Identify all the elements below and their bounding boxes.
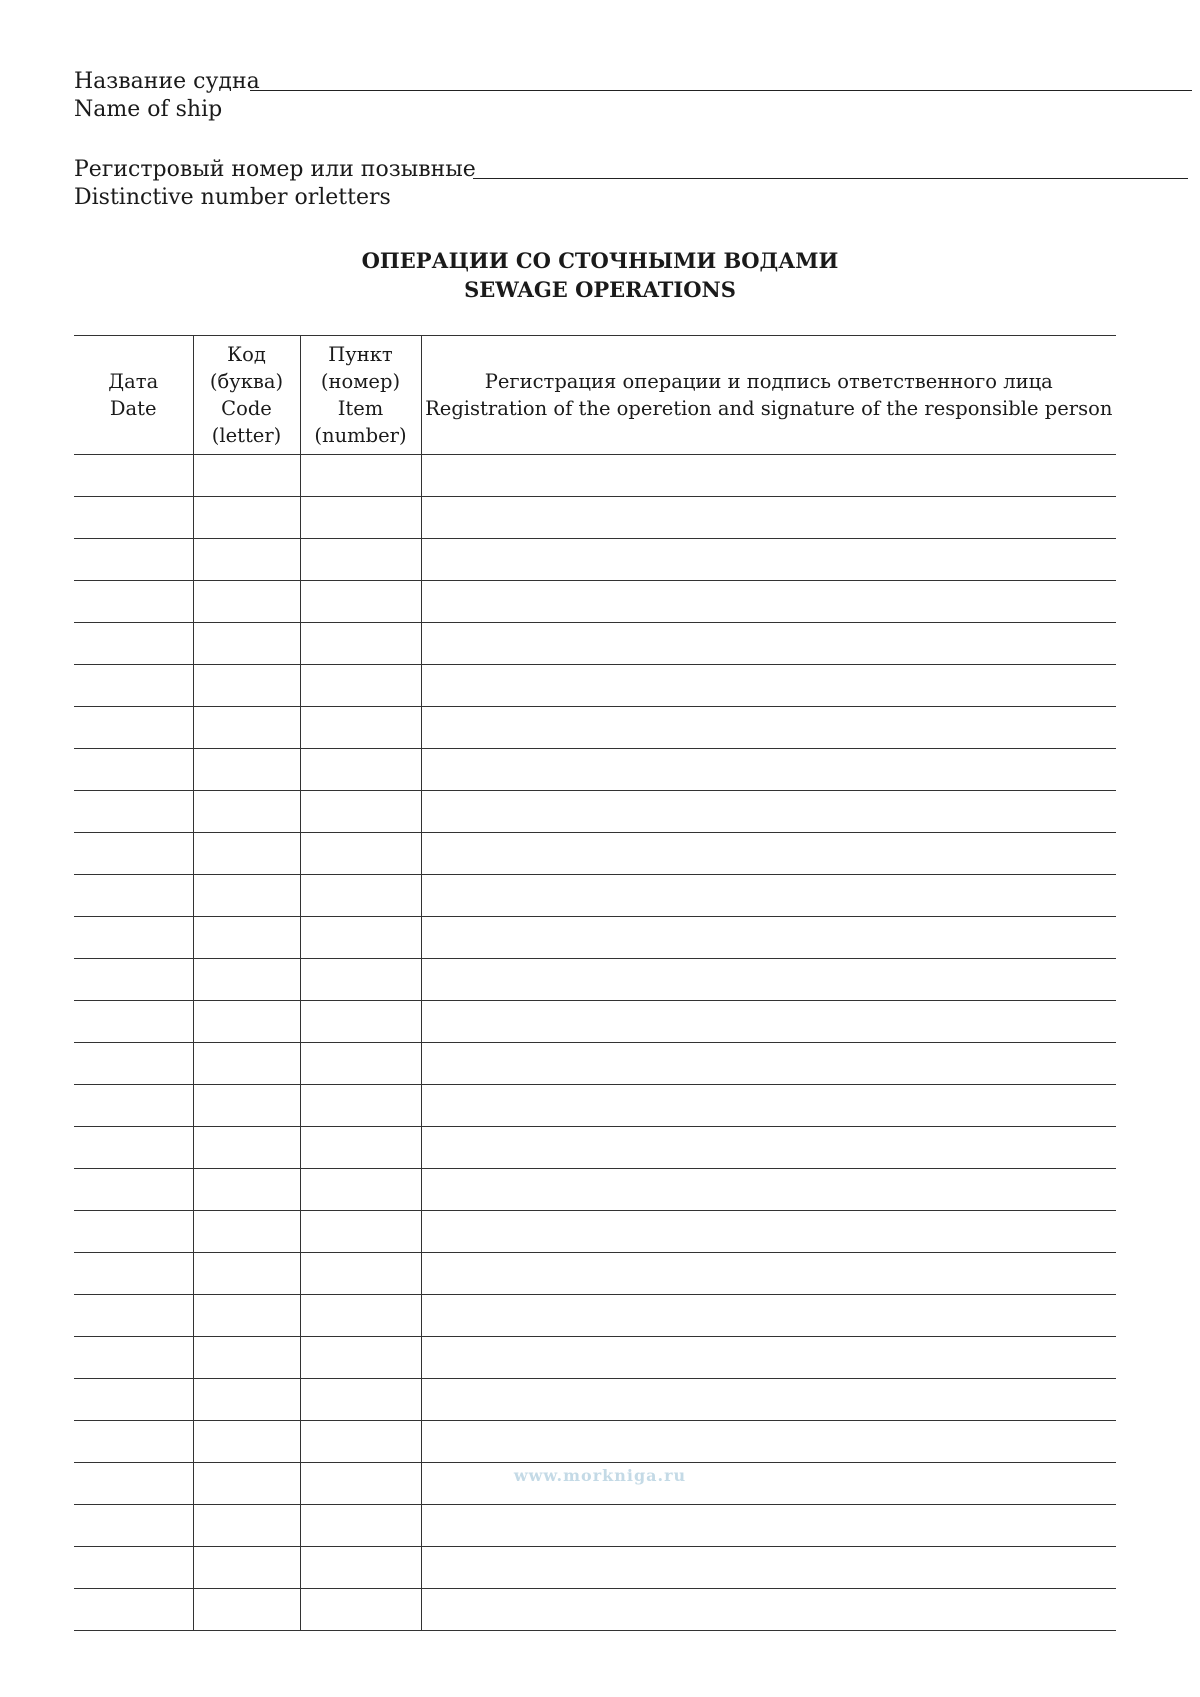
date-cell[interactable] <box>74 1505 193 1547</box>
registration-cell[interactable] <box>421 1211 1116 1253</box>
item-cell[interactable] <box>300 1169 421 1211</box>
code-cell[interactable] <box>193 1085 300 1127</box>
table-row <box>74 1547 1116 1589</box>
date-cell[interactable] <box>74 1547 193 1589</box>
item-cell[interactable] <box>300 1253 421 1295</box>
registration-cell[interactable] <box>421 1547 1116 1589</box>
code-cell[interactable] <box>193 1337 300 1379</box>
date-cell[interactable] <box>74 665 193 707</box>
registration-cell[interactable] <box>421 1169 1116 1211</box>
registration-cell[interactable] <box>421 791 1116 833</box>
item-cell[interactable] <box>300 959 421 1001</box>
code-cell[interactable] <box>193 1001 300 1043</box>
code-cell[interactable] <box>193 497 300 539</box>
table-row <box>74 1505 1116 1547</box>
registration-cell[interactable] <box>421 1295 1116 1337</box>
ship-name-label-en: Name of ship <box>74 97 223 122</box>
column-header-registration: Регистрация операции и подпись ответственного лица Registration of the operetion and signature of the responsible person <box>421 336 1116 455</box>
code-cell[interactable] <box>193 791 300 833</box>
table-row <box>74 749 1116 791</box>
item-cell[interactable] <box>300 1211 421 1253</box>
date-cell[interactable] <box>74 1169 193 1211</box>
code-cell[interactable] <box>193 455 300 497</box>
table-row <box>74 581 1116 623</box>
table-row <box>74 497 1116 539</box>
item-cell[interactable] <box>300 455 421 497</box>
table-row <box>74 791 1116 833</box>
date-cell[interactable] <box>74 497 193 539</box>
item-cell[interactable] <box>300 1127 421 1169</box>
code-cell[interactable] <box>193 539 300 581</box>
registration-cell[interactable] <box>421 1379 1116 1421</box>
item-cell[interactable] <box>300 1001 421 1043</box>
date-cell[interactable] <box>74 1379 193 1421</box>
date-cell[interactable] <box>74 1085 193 1127</box>
table-row <box>74 1085 1116 1127</box>
table-row <box>74 875 1116 917</box>
item-cell[interactable] <box>300 833 421 875</box>
distinctive-number-label-ru: Регистровый номер или позывные <box>74 157 476 182</box>
code-cell[interactable] <box>193 1169 300 1211</box>
code-cell[interactable] <box>193 1211 300 1253</box>
code-cell[interactable] <box>193 1505 300 1547</box>
date-cell[interactable] <box>74 623 193 665</box>
item-cell[interactable] <box>300 1379 421 1421</box>
registration-cell[interactable] <box>421 1421 1116 1463</box>
date-cell[interactable] <box>74 539 193 581</box>
table-row <box>74 455 1116 497</box>
registration-cell[interactable] <box>421 1001 1116 1043</box>
item-cell[interactable] <box>300 1589 421 1631</box>
distinctive-number-input-line[interactable] <box>473 178 1188 179</box>
table-row <box>74 1043 1116 1085</box>
table-row <box>74 1253 1116 1295</box>
ship-name-field <box>74 68 260 124</box>
date-cell[interactable] <box>74 1043 193 1085</box>
registration-cell[interactable] <box>421 665 1116 707</box>
table-row <box>74 1589 1116 1631</box>
table-row <box>74 1295 1116 1337</box>
item-cell[interactable] <box>300 623 421 665</box>
item-cell[interactable] <box>300 1043 421 1085</box>
code-cell[interactable] <box>193 581 300 623</box>
date-cell[interactable] <box>74 581 193 623</box>
registration-cell[interactable] <box>421 539 1116 581</box>
registration-cell[interactable] <box>421 1505 1116 1547</box>
distinctive-number-field <box>74 156 476 212</box>
code-cell[interactable] <box>193 917 300 959</box>
code-cell[interactable] <box>193 1043 300 1085</box>
registration-cell[interactable] <box>421 581 1116 623</box>
date-cell[interactable] <box>74 1253 193 1295</box>
item-cell[interactable] <box>300 1505 421 1547</box>
code-cell[interactable] <box>193 1589 300 1631</box>
date-cell[interactable] <box>74 959 193 1001</box>
table-body <box>74 455 1116 1631</box>
page-title-ru: ОПЕРАЦИИ СО СТОЧНЫМИ ВОДАМИ <box>361 248 839 273</box>
date-cell[interactable] <box>74 1211 193 1253</box>
code-cell[interactable] <box>193 1379 300 1421</box>
table-row <box>74 959 1116 1001</box>
registration-cell[interactable] <box>421 833 1116 875</box>
item-cell[interactable] <box>300 665 421 707</box>
code-cell[interactable] <box>193 749 300 791</box>
item-cell[interactable] <box>300 497 421 539</box>
date-cell[interactable] <box>74 707 193 749</box>
date-cell[interactable] <box>74 917 193 959</box>
date-cell[interactable] <box>74 1127 193 1169</box>
registration-cell[interactable] <box>421 1589 1116 1631</box>
table-row <box>74 1211 1116 1253</box>
code-cell[interactable] <box>193 875 300 917</box>
code-cell[interactable] <box>193 665 300 707</box>
table-row <box>74 917 1116 959</box>
ship-name-input-line[interactable] <box>250 90 1192 91</box>
registration-cell[interactable] <box>421 455 1116 497</box>
ship-name-label-ru: Название судна <box>74 69 260 94</box>
item-cell[interactable] <box>300 917 421 959</box>
registration-cell[interactable] <box>421 749 1116 791</box>
registration-cell[interactable] <box>421 1043 1116 1085</box>
sewage-operations-table <box>74 335 1116 1631</box>
column-header-date: Дата Date <box>74 336 193 455</box>
date-cell[interactable] <box>74 749 193 791</box>
code-cell[interactable] <box>193 1295 300 1337</box>
code-cell[interactable] <box>193 1127 300 1169</box>
item-cell[interactable] <box>300 1295 421 1337</box>
code-cell[interactable] <box>193 1253 300 1295</box>
registration-cell[interactable] <box>421 959 1116 1001</box>
registration-cell[interactable] <box>421 875 1116 917</box>
registration-cell[interactable] <box>421 1127 1116 1169</box>
date-cell[interactable] <box>74 875 193 917</box>
item-cell[interactable] <box>300 1085 421 1127</box>
registration-cell[interactable] <box>421 917 1116 959</box>
table-row <box>74 1127 1116 1169</box>
date-cell[interactable] <box>74 833 193 875</box>
column-header-item: Пункт (номер) Item (number) <box>300 336 421 455</box>
table-row <box>74 1001 1116 1043</box>
date-cell[interactable] <box>74 1295 193 1337</box>
registration-cell[interactable] <box>421 497 1116 539</box>
item-cell[interactable] <box>300 581 421 623</box>
date-cell[interactable] <box>74 1001 193 1043</box>
code-cell[interactable] <box>193 1547 300 1589</box>
table-row <box>74 1337 1116 1379</box>
table-row <box>74 1169 1116 1211</box>
registration-cell[interactable] <box>421 1085 1116 1127</box>
item-cell[interactable] <box>300 707 421 749</box>
date-cell[interactable] <box>74 1589 193 1631</box>
code-cell[interactable] <box>193 959 300 1001</box>
item-cell[interactable] <box>300 1547 421 1589</box>
registration-cell[interactable] <box>421 1337 1116 1379</box>
code-cell[interactable] <box>193 833 300 875</box>
item-cell[interactable] <box>300 539 421 581</box>
registration-cell[interactable] <box>421 707 1116 749</box>
column-header-code: Код (буква) Code (letter) <box>193 336 300 455</box>
date-cell[interactable] <box>74 791 193 833</box>
code-cell[interactable] <box>193 707 300 749</box>
page-title-en: SEWAGE OPERATIONS <box>464 277 736 302</box>
table-row <box>74 665 1116 707</box>
item-cell[interactable] <box>300 749 421 791</box>
code-cell[interactable] <box>193 623 300 665</box>
registration-cell[interactable] <box>421 1253 1116 1295</box>
table-header-row <box>74 336 1116 455</box>
table-row <box>74 1421 1116 1463</box>
registration-cell[interactable] <box>421 623 1116 665</box>
code-cell[interactable] <box>193 1421 300 1463</box>
distinctive-number-label-en: Distinctive number orletters <box>74 185 391 210</box>
table-row <box>74 623 1116 665</box>
item-cell[interactable] <box>300 875 421 917</box>
item-cell[interactable] <box>300 791 421 833</box>
date-cell[interactable] <box>74 1421 193 1463</box>
watermark: www.morkniga.ru <box>513 1466 687 1485</box>
table-row <box>74 707 1116 749</box>
item-cell[interactable] <box>300 1337 421 1379</box>
date-cell[interactable] <box>74 1337 193 1379</box>
table-row <box>74 1379 1116 1421</box>
date-cell[interactable] <box>74 455 193 497</box>
item-cell[interactable] <box>300 1421 421 1463</box>
page-title <box>0 246 1200 304</box>
table-row <box>74 833 1116 875</box>
table-row <box>74 539 1116 581</box>
